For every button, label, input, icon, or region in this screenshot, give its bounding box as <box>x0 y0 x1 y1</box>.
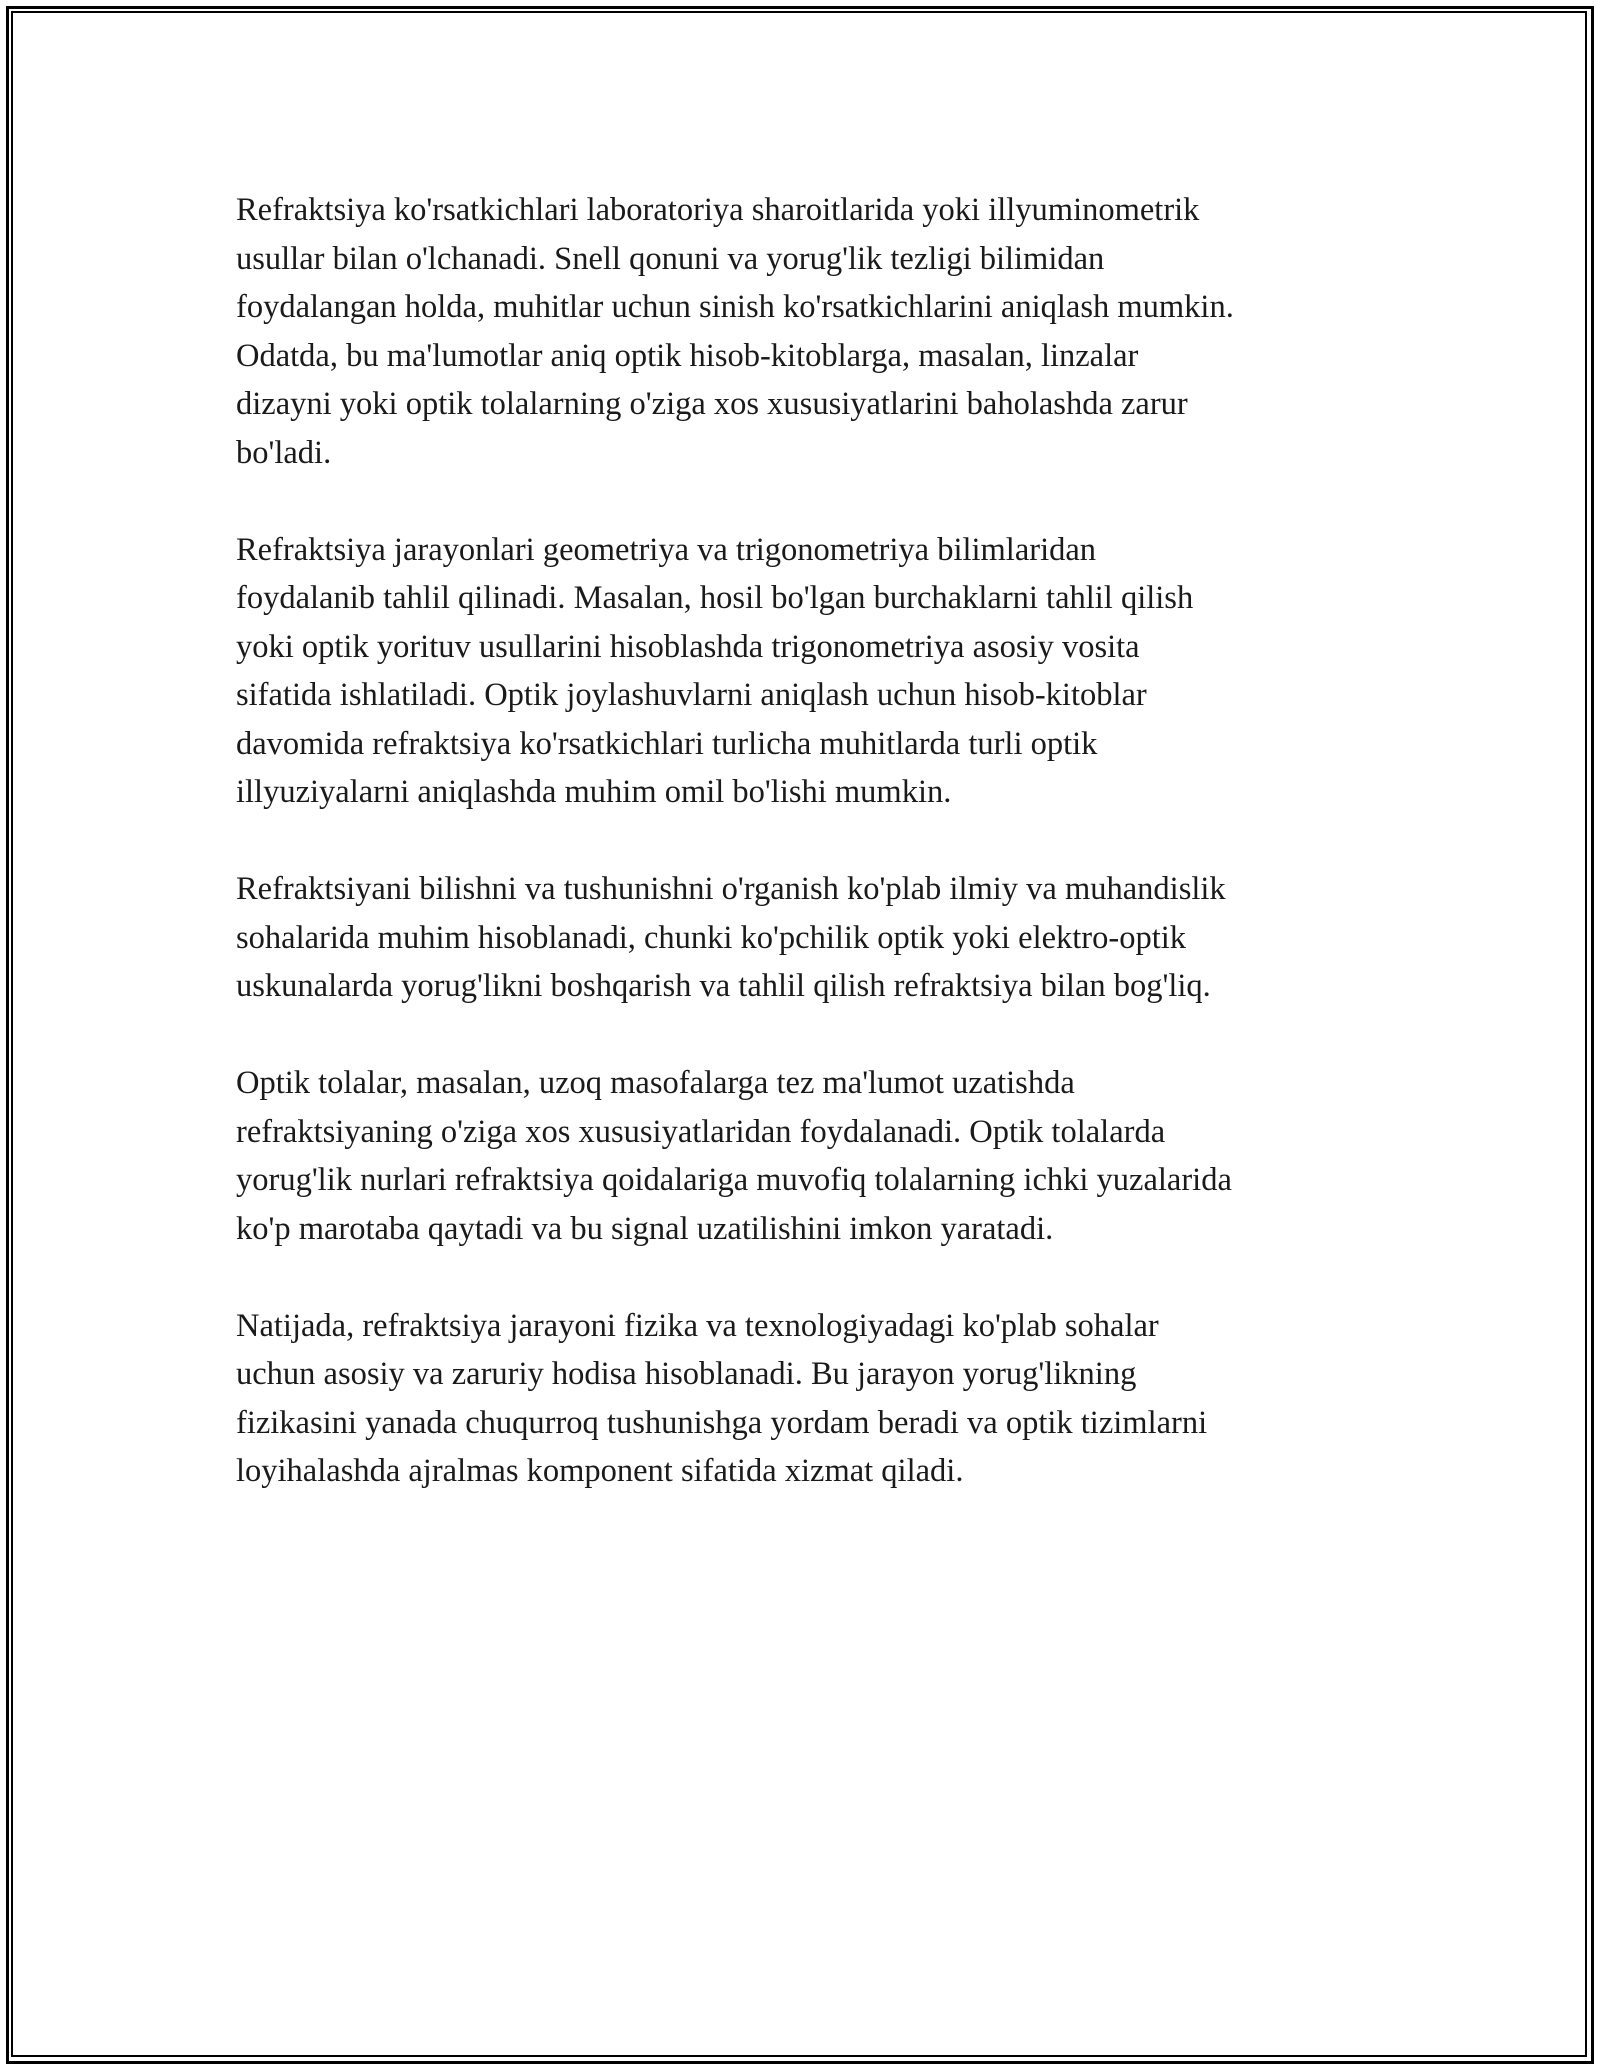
text-line: foydalanib tahlil qilinadi. Masalan, hosil bo'lgan burchaklarni tahlil qilish <box>236 580 1194 616</box>
text-line: loyihalashda ajralmas komponent sifatida xizmat qiladi. <box>236 1453 964 1489</box>
text-line: yoki optik yorituv usullarini hisoblashda trigonometriya asosiy vosita <box>236 628 1140 665</box>
text-line: fizikasini yanada chuqurroq tushunishga yordam beradi va optik tizimlarni <box>236 1404 1208 1441</box>
text-line: foydalangan holda, muhitlar uchun sinish ko'rsatkichlarini aniqlash mumkin. <box>236 289 1234 325</box>
paragraph-5 <box>236 1302 1366 1496</box>
text-line: refraktsiyaning o'ziga xos xususiyatlaridan foydalanadi. Optik tolalarda <box>236 1113 1166 1150</box>
text-line: ko'p marotaba qaytadi va bu signal uzatilishini imkon yaratadi. <box>236 1210 1054 1247</box>
text-line: Odatda, bu ma'lumotlar aniq optik hisob-kitoblarga, masalan, linzalar <box>236 337 1139 374</box>
text-line: yorug'lik nurlari refraktsiya qoidalariga muvofiq tolalarning ichki yuzalarida <box>236 1162 1232 1198</box>
text-line: sifatida ishlatiladi. Optik joylashuvlarni aniqlash uchun hisob-kitoblar <box>236 677 1147 713</box>
text-line: Refraktsiya ko'rsatkichlari laboratoriya sharoitlarida yoki illyuminometrik <box>236 192 1200 228</box>
text-line: sohalarida muhim hisoblanadi, chunki ko'pchilik optik yoki elektro-optik <box>236 919 1187 956</box>
paragraph-4 <box>236 1059 1366 1253</box>
text-line: Refraktsiyani bilishni va tushunishni o'rganish ko'plab ilmiy va muhandislik <box>236 871 1226 907</box>
text-line: davomida refraktsiya ko'rsatkichlari turlicha muhitlarda turli optik <box>236 725 1098 762</box>
text-line: usullar bilan o'lchanadi. Snell qonuni va yorug'lik tezligi bilimidan <box>236 240 1105 277</box>
text-line: uchun asosiy va zaruriy hodisa hisoblanadi. Bu jarayon yorug'likning <box>236 1356 1137 1392</box>
document-body <box>236 186 1366 1544</box>
paragraph-1 <box>236 186 1366 477</box>
text-line: Natijada, refraktsiya jarayoni fizika va texnologiyadagi ko'plab sohalar <box>236 1307 1159 1344</box>
text-line: bo'ladi. <box>236 434 332 471</box>
paragraph-2 <box>236 526 1366 817</box>
text-line: dizayni yoki optik tolalarning o'ziga xos xususiyatlarini baholashda zarur <box>236 386 1188 422</box>
text-line: Refraktsiya jarayonlari geometriya va trigonometriya bilimlaridan <box>236 531 1097 568</box>
text-line: illyuziyalarni aniqlashda muhim omil bo'lishi mumkin. <box>236 774 952 810</box>
text-line: Optik tolalar, masalan, uzoq masofalarga tez ma'lumot uzatishda <box>236 1065 1075 1101</box>
paragraph-3 <box>236 865 1366 1011</box>
text-line: uskunalarda yorug'likni boshqarish va tahlil qilish refraktsiya bilan bog'liq. <box>236 968 1211 1004</box>
